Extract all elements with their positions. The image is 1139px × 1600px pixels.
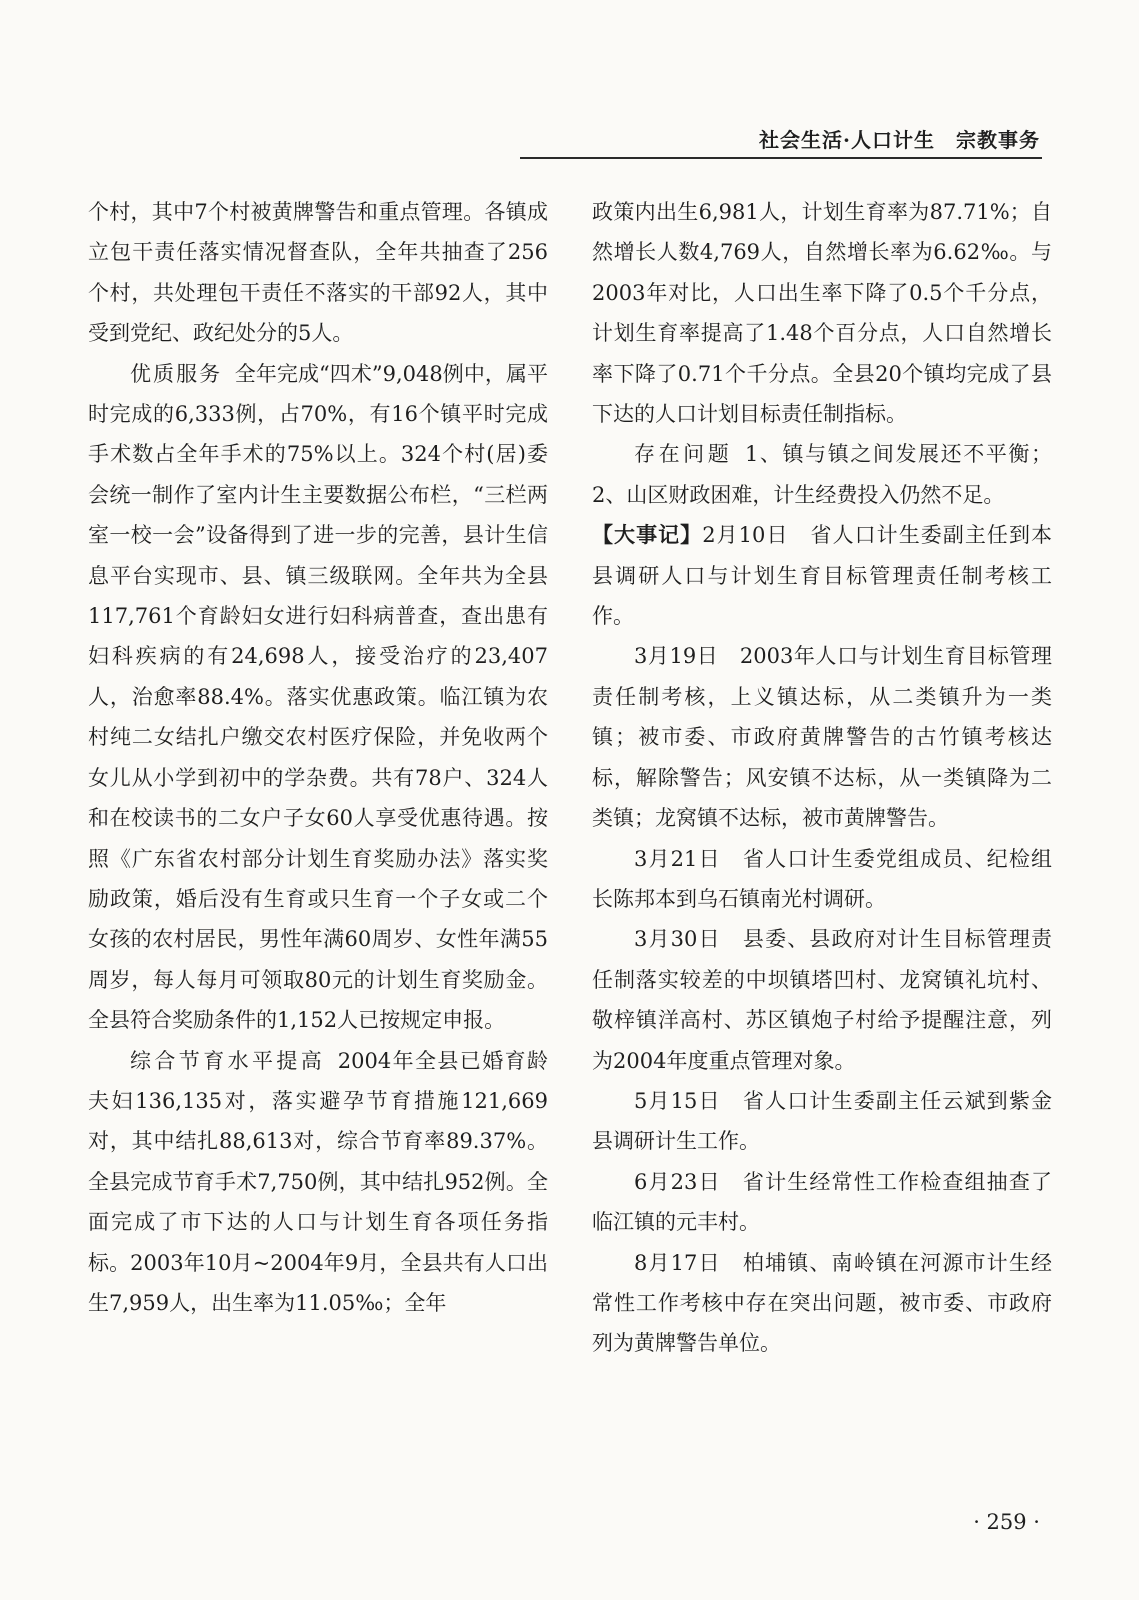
event-date: 2月10日	[702, 523, 789, 548]
section-title-problems: 存在问题	[634, 442, 733, 467]
event-text: 省人口计生委副主任到本县调研人口与计划生育目标管理责任制考核工作。	[592, 523, 1052, 629]
paragraph-continued: 个村，其中7个村被黄牌警告和重点管理。各镇成立包干责任落实情况督查队，全年共抽查了256个村，共处理包干责任不落实的干部92人，其中受到党纪、政纪处分的5人。	[88, 200, 548, 346]
event-date: 5月15日	[634, 1088, 721, 1113]
event-date: 6月23日	[634, 1169, 721, 1194]
event-item	[592, 1162, 1052, 1243]
event-date: 8月17日	[634, 1250, 721, 1275]
event-text: 省人口计生委党组成员、纪检组长陈邦本到乌石镇南光村调研。	[592, 846, 1053, 911]
running-header: 社会生活·人口计生 宗教事务	[759, 128, 1040, 152]
event-item	[592, 1081, 1052, 1162]
event-item	[592, 636, 1052, 838]
event-text: 柏埔镇、南岭镇在河源市计生经常性工作考核中存在突出问题，被市委、市政府列为黄牌警告单位。	[592, 1250, 1053, 1356]
section-text-contraception: 2004年全县已婚育龄夫妇136,135对，落实避孕节育措施121,669对，其中结扎88,613对，综合节育率89.37%。全县完成节育手术7,750例，其中结扎952例。全面完成了市下达的人口与计划生育各项任务指标。2003年10月~2004年9月，全县共有人口出生7,959人，出生率为11.05‰；全年	[88, 1048, 549, 1315]
event-text: 县委、县政府对计生目标管理责任制落实较差的中坝镇塔凹村、龙窝镇礼坑村、敬梓镇洋高村、苏区镇炮子村给予提醒注意，列为2004年度重点管理对象。	[592, 927, 1053, 1073]
section-text-problems: 1、镇与镇之间发展还不平衡；2、山区财政困难，计生经费投入仍然不足。	[592, 442, 1052, 507]
event-item	[592, 839, 1052, 920]
event-date: 3月19日	[634, 644, 719, 669]
event-date: 3月30日	[634, 927, 721, 952]
page-number: · 259 ·	[973, 1510, 1040, 1534]
header-rule	[520, 157, 1042, 159]
event-item	[592, 1243, 1052, 1364]
paragraph-contraception	[88, 1041, 548, 1324]
paragraph-continued-right: 政策内出生6,981人，计划生育率为87.71%；自然增长人数4,769人，自然增长率为6.62‰。与2003年对比，人口出生率下降了0.5个千分点，计划生育率提高了1.48个百分点，人口自然增长率下降了0.71个千分点。全县20个镇均完成了县下达的人口计划目标责任制指标。	[592, 200, 1052, 427]
event-date: 3月21日	[634, 846, 721, 871]
event-text: 省计生经常性工作检查组抽查了临江镇的元丰村。	[592, 1169, 1053, 1235]
section-title-contraception: 综合节育水平提高	[130, 1048, 326, 1073]
right-column	[592, 192, 1052, 1364]
left-column	[88, 192, 548, 1323]
event-item	[592, 919, 1052, 1081]
event-text: 省人口计生委副主任云斌到紫金县调研计生工作。	[592, 1088, 1053, 1154]
paragraph-quality-service	[88, 354, 548, 1041]
event-item	[592, 515, 1052, 636]
section-text-quality-service: 全年完成“四术”9,048例中，属平时完成的6,333例，占70%，有16个镇平时完成手术数占全年手术的75%以上。324个村(居)委会统一制作了室内计生主要数据公布栏，“三栏两室一校一会”设备得到了进一步的完善，县计生信息平台实现市、县、镇三级联网。全年共为全县117,761个育龄妇女进行妇科病普查，查出患有妇科疾病的有24,698人，接受治疗的23,407人，治愈率88.4%。落实优惠政策。临江镇为农村纯二女结扎户缴交农村医疗保险，并免收两个女儿从小学到初中的学杂费。共有78户、324人和在校读书的二女户子女60人享受优惠待遇。按照《广东省农村部分计划生育奖励办法》落实奖励政策，婚后没有生育或只生育一个子女或二个女孩的农村居民，男性年满60周岁、女性年满55周岁，每人每月可领取80元的计划生育奖励金。全县符合奖励条件的1,152人已按规定申报。	[88, 361, 548, 1033]
event-text: 2003年人口与计划生育目标管理责任制考核，上义镇达标，从二类镇升为一类镇；被市委、市政府黄牌警告的古竹镇考核达标，解除警告；风安镇不达标，从一类镇降为二类镇；龙窝镇不达标，被市黄牌警告。	[592, 644, 1052, 831]
paragraph-problems	[592, 434, 1052, 515]
events-title: 【大事记】	[592, 522, 703, 548]
section-title-quality-service: 优质服务	[130, 361, 223, 386]
